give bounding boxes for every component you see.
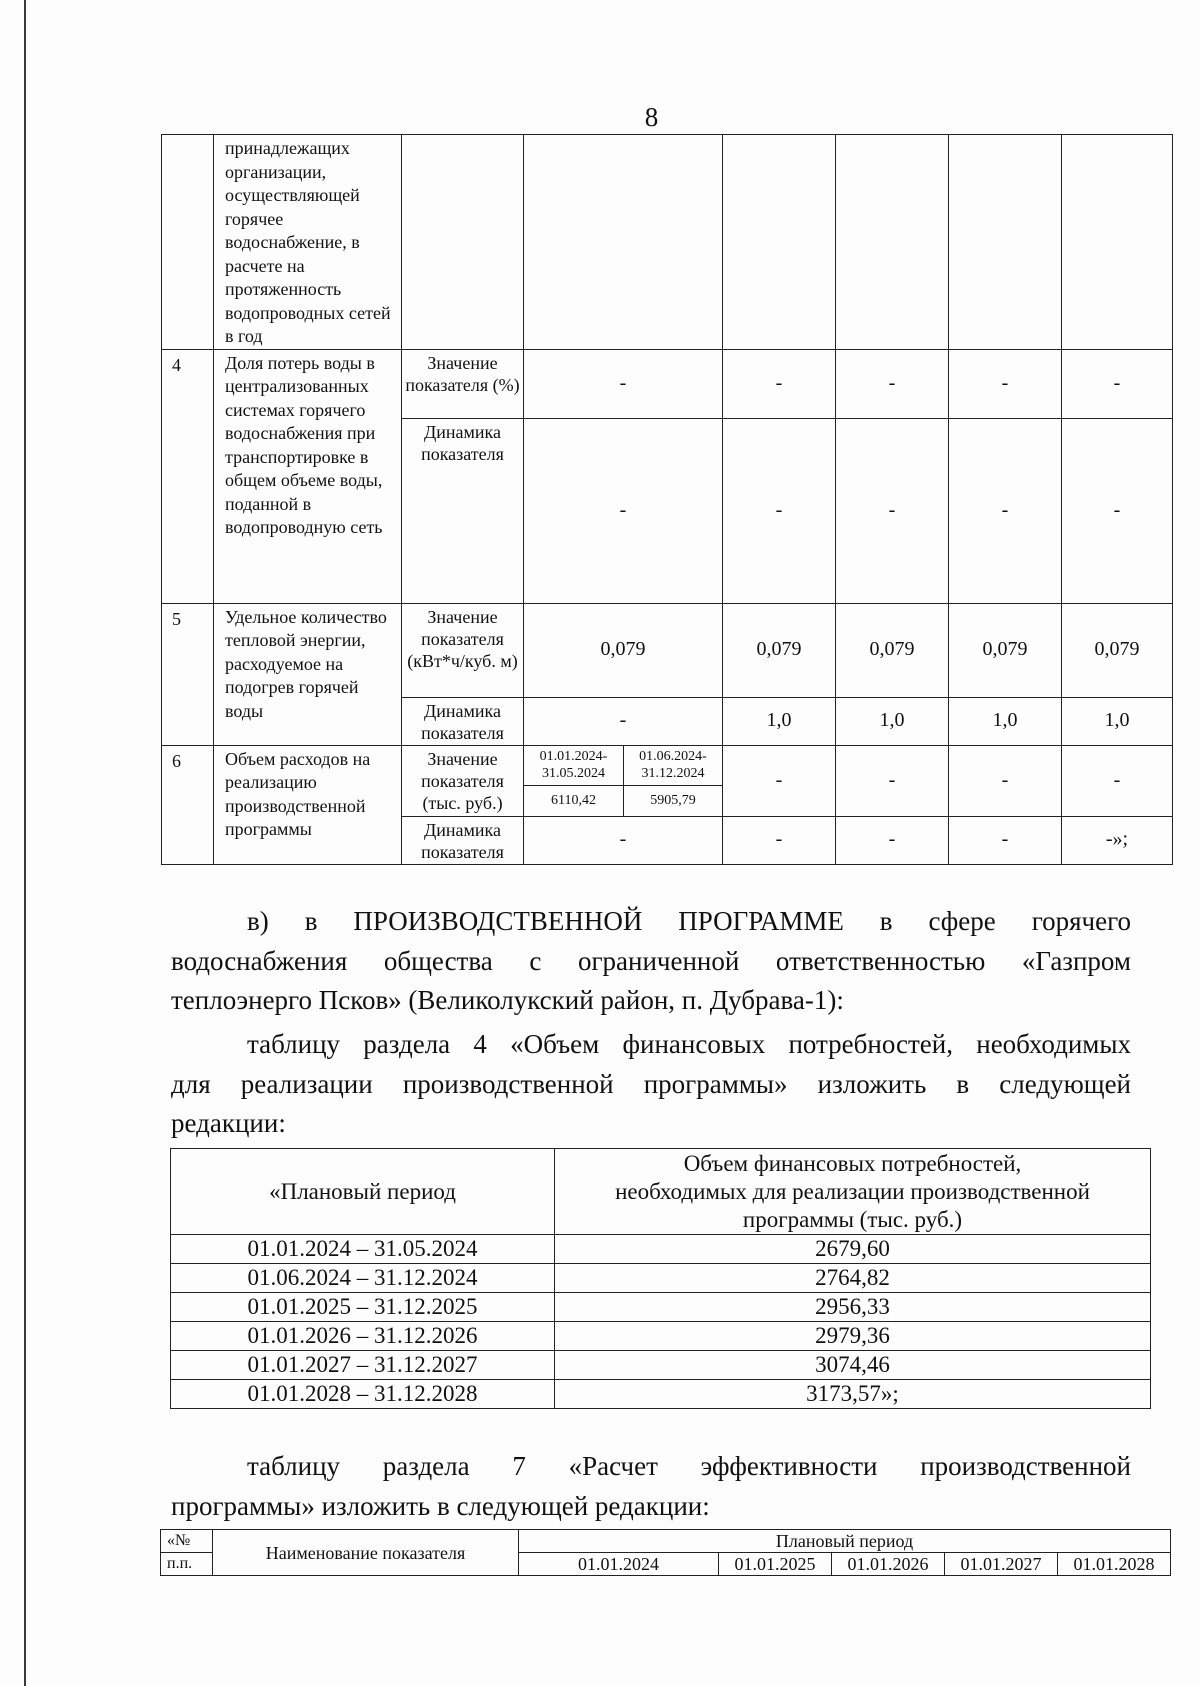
text-line: в) в ПРОИЗВОДСТВЕННОЙ ПРОГРАММЕ в сфере горячего [247,906,1131,936]
header-volume: Объем финансовых потребностей, необходимых для реализации производственной программы (тыс. руб.) [555,1149,1151,1235]
paragraph-table7 [171,1447,1131,1526]
page-number: 8 [644,102,659,132]
table-row [162,745,1173,785]
value-cell: - [836,745,949,816]
dynamics-label: Динамика показателя [402,697,524,745]
value-cell: - [1062,745,1173,816]
value-cell: - [949,349,1062,418]
value-cell: 0,079 [1062,603,1173,697]
year-header: 01.01.2027 [945,1553,1058,1576]
value-cell: - [723,349,836,418]
row-number: 4 [162,349,214,603]
indicator-name: Удельное количество тепловой энергии, расходуемое на подогрев горячей воды [214,603,402,745]
period-header: Плановый период [519,1530,1171,1553]
number-header: «№ [161,1530,213,1553]
sub-value: 6110,42 [524,785,624,816]
text-line: редакции: [171,1108,286,1138]
page-left-border [24,0,26,1686]
table-row [162,135,1173,350]
value-cell: - [723,745,836,816]
sub-period: 01.01.2024-31.05.2024 [524,745,624,785]
year-header: 01.01.2026 [832,1553,945,1576]
row-number: 6 [162,745,214,864]
table-row [171,1351,1151,1380]
period-cell: 01.01.2027 – 31.12.2027 [171,1351,555,1380]
value-cell: 0,079 [836,603,949,697]
dynamics-cell: - [524,418,723,603]
dynamics-cell: - [723,816,836,864]
year-header: 01.01.2028 [1058,1553,1171,1576]
volume-cell: 3074,46 [555,1351,1151,1380]
dynamics-cell: - [524,816,723,864]
year-header: 01.01.2025 [719,1553,832,1576]
text-line: таблицу раздела 4 «Объем финансовых потребностей, необходимых [247,1029,1131,1059]
value-cell: 0,079 [949,603,1062,697]
period-cell: 01.01.2028 – 31.12.2028 [171,1380,555,1409]
value-cell: - [524,349,723,418]
table-row [171,1322,1151,1351]
period-cell: 01.01.2025 – 31.12.2025 [171,1293,555,1322]
table-row [162,603,1173,697]
indicator-name: Объем расходов на реализацию производственной программы [214,745,402,864]
dynamics-cell: - [1062,418,1173,603]
table-header [161,1530,1171,1553]
sub-value: 5905,79 [624,785,723,816]
dynamics-cell: - [524,697,723,745]
dynamics-cell: - [836,418,949,603]
table-row [162,349,1173,418]
efficiency-table-header [160,1529,1171,1576]
period-cell: 01.01.2024 – 31.05.2024 [171,1235,555,1264]
indicators-table [161,134,1173,865]
dynamics-cell: 1,0 [1062,697,1173,745]
financial-needs-table [170,1148,1151,1409]
value-label: Значение показателя (%) [402,349,524,418]
sub-period: 01.06.2024-31.12.2024 [624,745,723,785]
dynamics-cell: 1,0 [723,697,836,745]
dynamics-cell: - [949,418,1062,603]
paragraph-table4 [171,1025,1131,1144]
dynamics-cell: 1,0 [836,697,949,745]
table-row [171,1235,1151,1264]
paragraph-v [171,902,1131,1021]
value-cell: 0,079 [524,603,723,697]
dynamics-cell: - [723,418,836,603]
value-cell: 0,079 [723,603,836,697]
text-line: теплоэнерго Псков» (Великолукский район, п. Дубрава-1): [171,985,844,1015]
number-header: п.п. [161,1553,213,1576]
row-number: 5 [162,603,214,745]
header-period: «Плановый период [171,1149,555,1235]
value-cell: - [836,349,949,418]
value-label: Значение показателя (тыс. руб.) [402,745,524,816]
dynamics-cell: - [836,816,949,864]
volume-cell: 2956,33 [555,1293,1151,1322]
period-cell: 01.06.2024 – 31.12.2024 [171,1264,555,1293]
dynamics-label: Динамика показателя [402,418,524,603]
table-row [171,1264,1151,1293]
name-header: Наименование показателя [213,1530,519,1576]
indicator-name: Доля потерь воды в централизованных системах горячего водоснабжения при транспортировке в общем объеме воды, поданной в водопроводную сеть [214,349,402,603]
dynamics-label: Динамика показателя [402,816,524,864]
volume-cell: 2679,60 [555,1235,1151,1264]
text-line: программы» изложить в следующей редакции: [171,1490,710,1521]
dynamics-cell: -»; [1062,816,1173,864]
text-line: водоснабжения общества с ограниченной ответственностью «Газпром [171,945,1131,976]
table-row [171,1293,1151,1322]
indicator-name: принадлежащих организации, осуществляющей горячее водоснабжение, в расчете на протяженность водопроводных сетей в год [214,135,402,350]
value-cell: - [949,745,1062,816]
volume-cell: 2764,82 [555,1264,1151,1293]
value-cell: - [1062,349,1173,418]
dynamics-cell: 1,0 [949,697,1062,745]
volume-cell: 3173,57»; [555,1380,1151,1409]
text-line: таблицу раздела 7 «Расчет эффективности производственной [247,1451,1131,1481]
dynamics-cell: - [949,816,1062,864]
text-line: для реализации производственной программы» изложить в следующей [171,1068,1131,1099]
table-header [171,1149,1151,1235]
period-cell: 01.01.2026 – 31.12.2026 [171,1322,555,1351]
year-header: 01.01.2024 [519,1553,719,1576]
value-label: Значение показателя (кВт*ч/куб. м) [402,603,524,697]
volume-cell: 2979,36 [555,1322,1151,1351]
table-row [171,1380,1151,1409]
